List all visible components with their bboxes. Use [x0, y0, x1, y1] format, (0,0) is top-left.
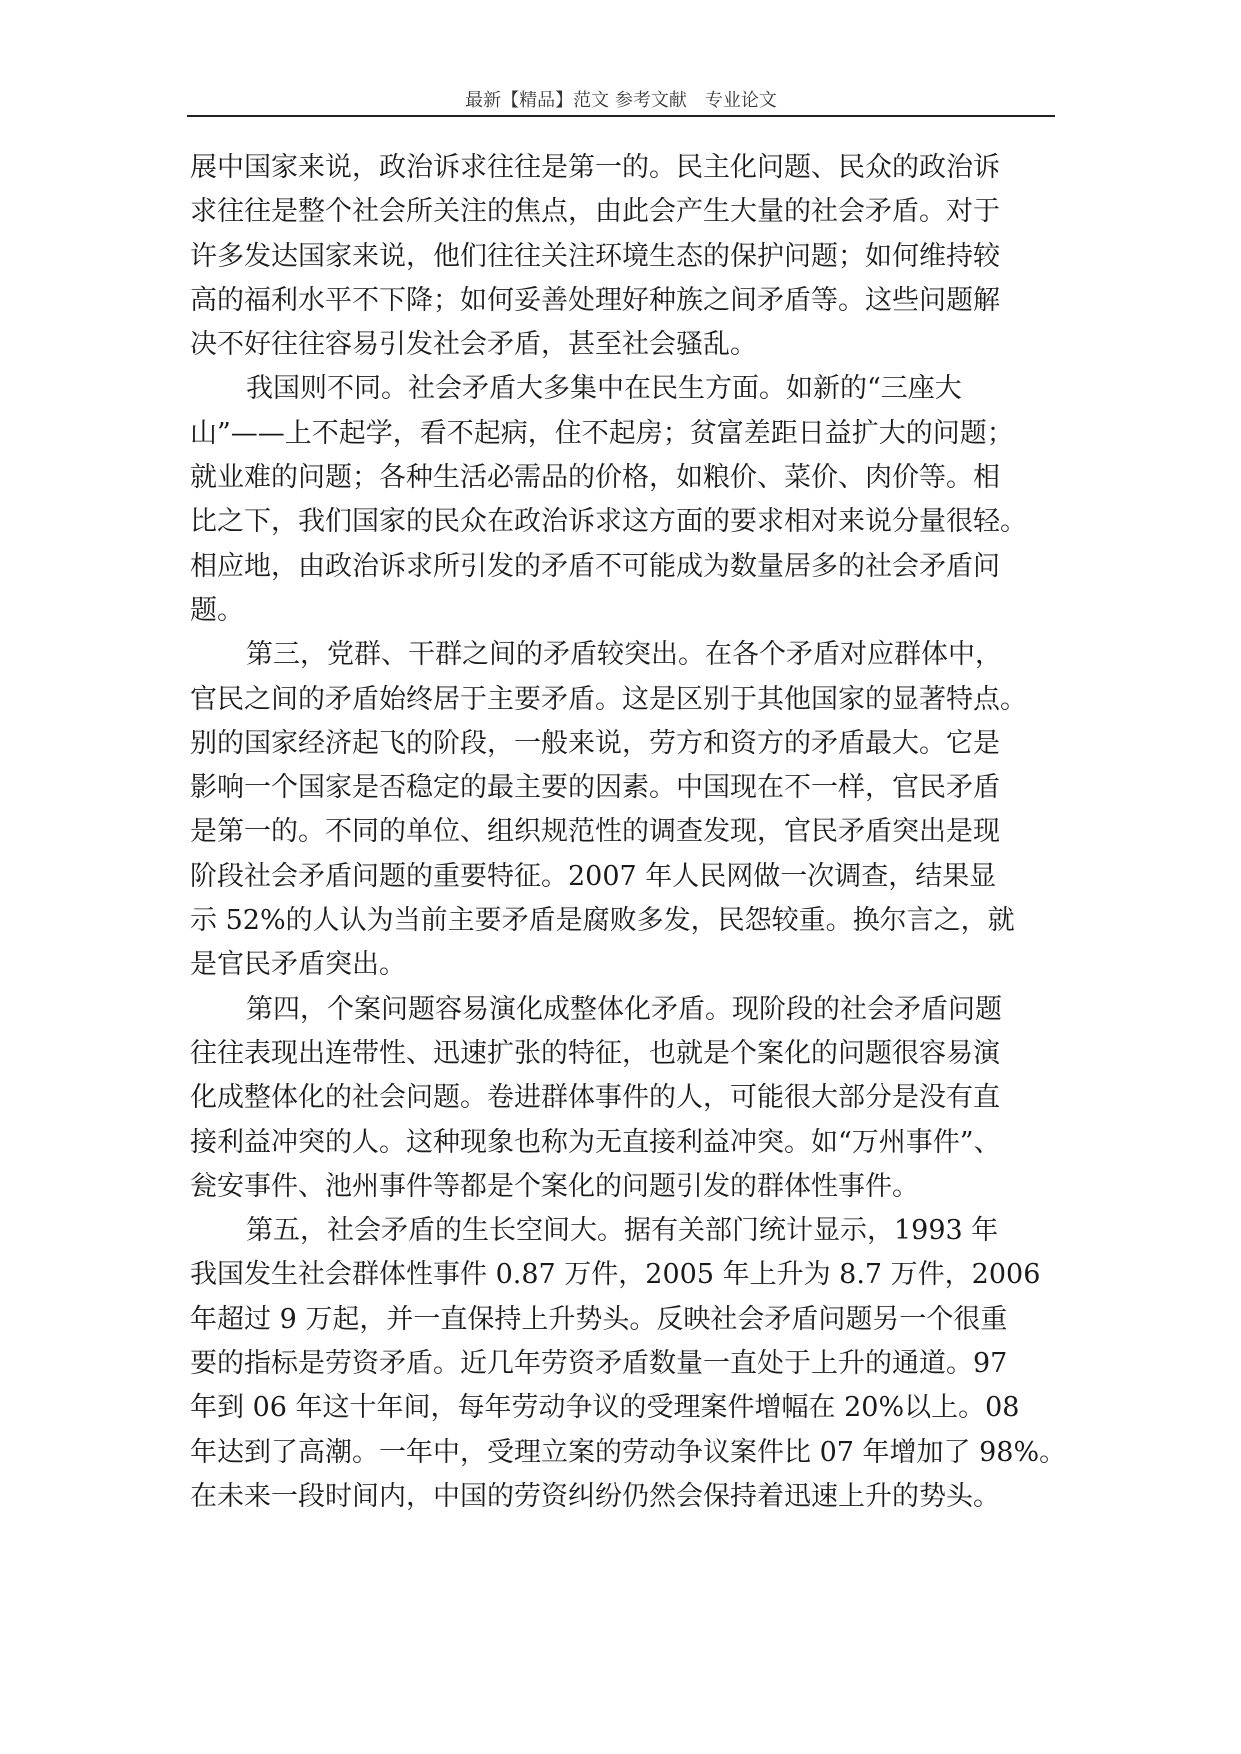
body-line: 往往表现出连带性、迅速扩张的特征，也就是个案化的问题很容易演: [190, 1037, 1000, 1069]
body-line: 是官民矛盾突出。: [190, 949, 406, 981]
body-line: 是第一的。不同的单位、组织规范性的调查发现，官民矛盾突出是现: [190, 816, 1000, 848]
paragraph-start-line: 第五，社会矛盾的生长空间大。据有关部门统计显示，1993 年: [246, 1215, 999, 1247]
header-divider: [187, 115, 1055, 117]
body-line: 阶段社会矛盾问题的重要特征。2007 年人民网做一次调查，结果显: [190, 860, 997, 892]
body-line: 比之下，我们国家的民众在政治诉求这方面的要求相对来说分量很轻。: [190, 506, 1027, 538]
body-line: 就业难的问题；各种生活必需品的价格，如粮价、菜价、肉价等。相: [190, 462, 1000, 494]
body-line: 示 52%的人认为当前主要矛盾是腐败多发，民怨较重。换尔言之，就: [190, 905, 1015, 937]
body-line: 求往往是整个社会所关注的焦点，由此会产生大量的社会矛盾。对于: [190, 196, 1000, 228]
body-line: 在未来一段时间内，中国的劳资纠纷仍然会保持着迅速上升的势头。: [190, 1480, 1000, 1512]
body-line: 别的国家经济起飞的阶段，一般来说，劳方和资方的矛盾最大。它是: [190, 727, 1000, 759]
body-line: 影响一个国家是否稳定的最主要的因素。中国现在不一样，官民矛盾: [190, 772, 1000, 804]
body-line: 题。: [190, 594, 244, 626]
body-line: 瓮安事件、池州事件等都是个案化的问题引发的群体性事件。: [190, 1170, 919, 1202]
body-line: 高的福利水平不下降；如何妥善处理好种族之间矛盾等。这些问题解: [190, 284, 1000, 316]
body-line: 化成整体化的社会问题。卷进群体事件的人，可能很大部分是没有直: [190, 1082, 1000, 1114]
paragraph-start-line: 我国则不同。社会矛盾大多集中在民生方面。如新的“三座大: [246, 373, 962, 405]
body-line: 年达到了高潮。一年中，受理立案的劳动争议案件比 07 年增加了 98%。: [190, 1436, 1067, 1468]
body-line: 年到 06 年这十年间，每年劳动争议的受理案件增幅在 20%以上。08: [190, 1392, 1020, 1424]
paragraph-start-line: 第三，党群、干群之间的矛盾较突出。在各个矛盾对应群体中，: [246, 639, 1002, 671]
body-line: 接利益冲突的人。这种现象也称为无直接利益冲突。如“万州事件”、: [190, 1126, 1001, 1158]
body-line: 相应地，由政治诉求所引发的矛盾不可能成为数量居多的社会矛盾问: [190, 550, 1000, 582]
body-line: 山”——上不起学，看不起病，住不起房；贫富差距日益扩大的问题；: [190, 417, 1014, 449]
body-line: 展中国家来说，政治诉求往往是第一的。民主化问题、民众的政治诉: [190, 152, 1000, 183]
body-line: 年超过 9 万起，并一直保持上升势头。反映社会矛盾问题另一个很重: [190, 1303, 1008, 1335]
page-header: 最新【精品】范文 参考文献 专业论文: [465, 90, 777, 111]
document-body: [190, 146, 1070, 1519]
body-line: 我国发生社会群体性事件 0.87 万件，2005 年上升为 8.7 万件，2006: [190, 1259, 1041, 1291]
body-line: 要的指标是劳资矛盾。近几年劳资矛盾数量一直处于上升的通道。97: [190, 1348, 1008, 1380]
paragraph-start-line: 第四，个案问题容易演化成整体化矛盾。现阶段的社会矛盾问题: [246, 993, 1002, 1025]
body-line: 决不好往往容易引发社会矛盾，甚至社会骚乱。: [190, 329, 757, 361]
body-line: 许多发达国家来说，他们往往关注环境生态的保护问题；如何维持较: [190, 240, 1000, 272]
body-line: 官民之间的矛盾始终居于主要矛盾。这是区别于其他国家的显著特点。: [190, 683, 1027, 715]
